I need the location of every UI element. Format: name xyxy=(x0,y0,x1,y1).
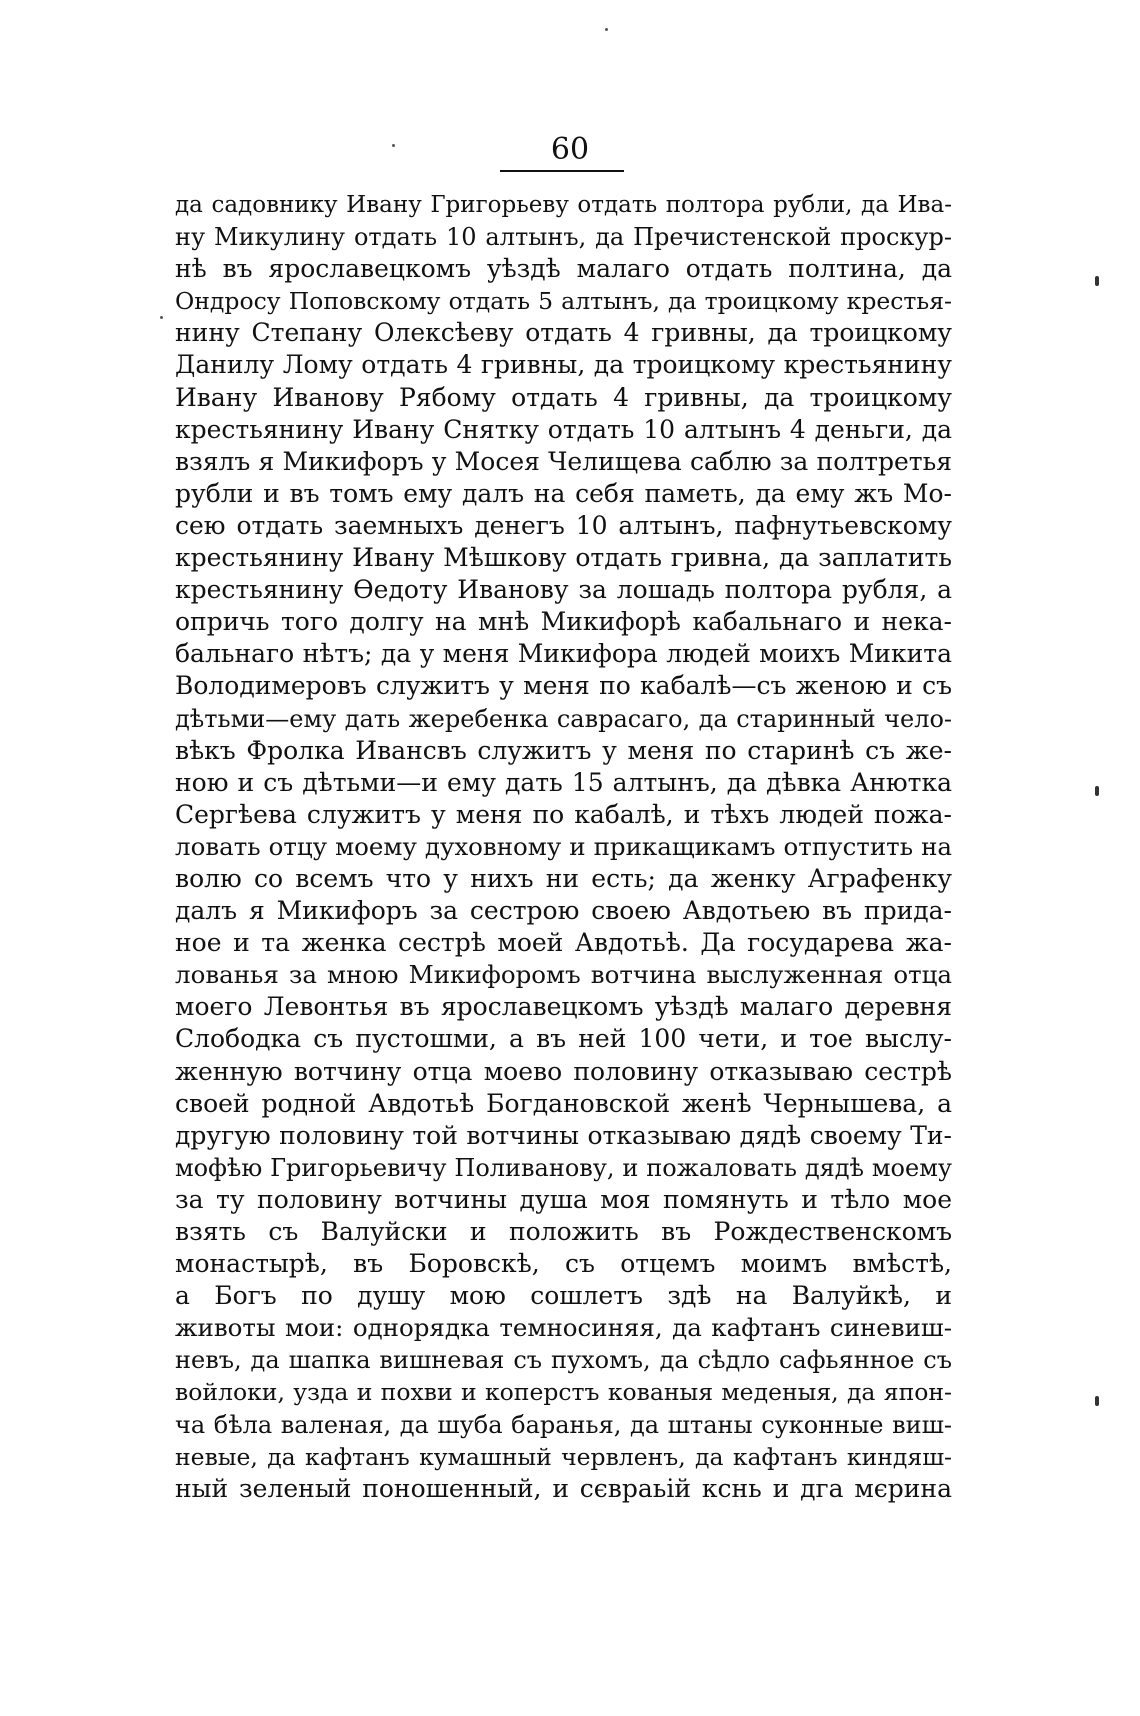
scan-speck xyxy=(160,316,163,319)
text-line: невые, да кафтанъ кумашный червленъ, да кафтанъ киндяш- xyxy=(175,1442,952,1471)
body-text xyxy=(175,189,952,1505)
text-line: за ту половину вотчины душа моя помянуть и тѣло мое xyxy=(175,1184,952,1214)
text-line: Слободка съ пустошми, а въ ней 100 чети, и тое выслу- xyxy=(175,1024,952,1054)
text-line: животы мои: однорядка темносиняя, да кафтанъ синевиш- xyxy=(175,1313,952,1343)
text-line: крестьянину Ивану Снятку отдать 10 алтынъ 4 деньги, да xyxy=(175,414,952,444)
scan-speck xyxy=(605,28,608,31)
text-line: рубли и въ томъ ему далъ на себя паметь, да ему жъ Мо- xyxy=(175,478,952,508)
text-line: невъ, да шапка вишневая съ пухомъ, да сѣдло сафьянное съ xyxy=(175,1346,952,1375)
margin-mark xyxy=(1095,276,1099,286)
text-line: другую половину той вотчины отказываю дядѣ своему Ти- xyxy=(175,1120,952,1150)
text-line: Сергѣева служитъ у меня по кабалѣ, и тѣхъ людей пожа- xyxy=(175,799,952,829)
text-line: мофѣю Григорьевичу Поливанову, и пожаловать дядѣ моему xyxy=(175,1153,952,1182)
text-line: ну Микулину отдать 10 алтынъ, да Пречистенской проскур- xyxy=(175,223,952,252)
text-line: Данилу Лому отдать 4 гривны, да троицкому крестьянину xyxy=(175,350,952,380)
text-line: взялъ я Микифоръ у Мосея Челищева саблю за полтретья xyxy=(175,446,952,476)
text-line: моего Левонтья въ ярославецкомъ уѣздѣ малаго деревня xyxy=(175,992,952,1022)
text-line: ный зеленый поношенный, и сєвраьій кснь и дга мєрина xyxy=(175,1473,952,1503)
text-line: сею отдать заемныхъ денегъ 10 алтынъ, пафнутьевскому xyxy=(175,510,952,540)
text-line: ное и та женка сестрѣ моей Авдотьѣ. Да государева жа- xyxy=(175,928,952,958)
text-line: монастырѣ, въ Боровскѣ, съ отцемъ моимъ вмѣстѣ, xyxy=(175,1249,952,1279)
text-line: взять съ Валуйски и положить въ Рождественскомъ xyxy=(175,1217,952,1246)
text-line: Ондросу Поповскому отдать 5 алтынъ, да троицкому крестья- xyxy=(175,287,952,316)
text-line: нѣ въ ярославецкомъ уѣздѣ малаго отдать полтина, да xyxy=(175,254,952,284)
text-line: ною и съ дѣтьми—и ему дать 15 алтынъ, да дѣвка Анютка xyxy=(175,767,952,797)
text-line: Володимеровъ служитъ у меня по кабалѣ—съ женою и съ xyxy=(175,671,952,701)
page-number: 60 xyxy=(550,132,590,167)
margin-mark xyxy=(1095,1396,1099,1406)
text-line: опричь того долгу на мнѣ Микифорѣ кабальнаго и нека- xyxy=(175,607,952,637)
text-line: Ивану Иванову Рябому отдать 4 гривны, да троицкому xyxy=(175,382,952,412)
text-line: вѣкъ Фролка Ивансвъ служитъ у меня по старинѣ съ же- xyxy=(175,735,952,765)
text-line: своей родной Авдотьѣ Богдановской женѣ Чернышева, а xyxy=(175,1088,952,1118)
scan-speck xyxy=(392,144,395,147)
page-number-rule xyxy=(500,170,624,172)
text-line: а Богъ по душу мою сошлетъ здѣ на Валуйкѣ, и xyxy=(175,1281,952,1311)
text-line: бальнаго нѣтъ; да у меня Микифора людей моихъ Микита xyxy=(175,639,952,669)
text-line: далъ я Микифоръ за сестрою своею Авдотьею въ прида- xyxy=(175,896,952,926)
text-line: ча бѣла валеная, да шуба баранья, да штаны суконные виш- xyxy=(175,1410,952,1439)
text-line: лованья за мною Микифоромъ вотчина выслуженная отца xyxy=(175,960,952,990)
text-line: нину Степану Олексѣеву отдать 4 гривны, да троицкому xyxy=(175,318,952,348)
text-line: да садовнику Ивану Григорьеву отдать полтора рубли, да Ива- xyxy=(175,192,952,218)
text-line: волю со всемъ что у нихъ ни есть; да женку Аграфенку xyxy=(175,863,952,893)
margin-mark xyxy=(1095,786,1099,796)
text-line: женную вотчину отца моево половину отказываю сестрѣ xyxy=(175,1056,952,1086)
text-line: ловать отцу моему духовному и прикащикамъ отпустить на xyxy=(175,831,952,861)
text-line: крестьянину Ѳедоту Иванову за лошадь полтора рубля, а xyxy=(175,575,952,605)
text-line: дѣтьми—ему дать жеребенка саврасаго, да старинный чело- xyxy=(175,704,952,733)
text-line: крестьянину Ивану Мѣшкову отдать гривна, да заплатить xyxy=(175,543,952,573)
text-line: войлоки, узда и похви и коперстъ кованыя меденыя, да япон- xyxy=(175,1378,952,1407)
